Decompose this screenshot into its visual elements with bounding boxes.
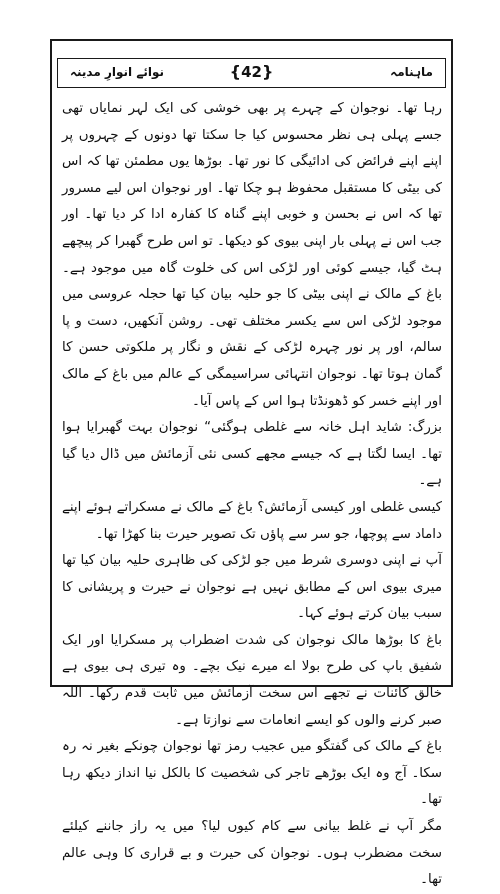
magazine-name: نوائے انوارِ مدینہ bbox=[70, 65, 164, 79]
paragraph: مگر آپ نے غلط بیانی سے کام کیوں لیا؟ میں یہ راز جاننے کیلئے سخت مضطرب ہوں۔ نوجوان کی حیرت و بے قراری کا وہی عالم تھا۔ bbox=[62, 819, 442, 888]
page-number-value: 42 bbox=[241, 63, 262, 81]
page-number bbox=[230, 62, 274, 81]
paragraph: کیسی غلطی اور کیسی آزمائش؟ باغ کے مالک نے مسکراتے ہوئے اپنے داماد سے پوچھا، جو سر سے پاؤں تک تصویر حیرت بنا کھڑا تھا۔ bbox=[62, 499, 442, 542]
page-number-close-bracket: } bbox=[261, 62, 274, 81]
paragraph: باغ کا بوڑھا مالک نوجوان کی شدت اضطراب پر مسکرایا اور ایک شفیق باپ کی طرح بولا اے میرے نیک بچے۔ وہ تیری ہی بیوی ہے خالق کائنات نے تجھے اس سخت آزمائش میں ثابت قدم رکھا۔ اللہ صبر کرنے والوں کو ایسے انعامات سے نوازتا ہے۔ bbox=[62, 632, 442, 728]
page-header bbox=[57, 58, 446, 88]
paragraph: رہا تھا۔ نوجوان کے چہرے پر بھی خوشی کی ایک لہر نمایاں تھی جسے پہلی ہی نظر محسوس کیا جا سکتا تھا دونوں کے چہروں پر اپنے اپنے فرائض کی ادائیگی کا نور تھا۔ بوڑھا یوں مطمئن تھا کہ اس کی بیٹی کا مستقبل محفوظ ہو چکا تھا۔ اور نوجوان اس لیے مسرور تھا کہ اس نے بحسن و خوبی اپنے گناہ کا کفارہ ادا کر دیا تھا۔ اور جب اس نے پہلی بار اپنی بیوی کو دیکھا۔ تو اس طرح گھبرا کر پیچھے ہٹ گیا، جیسے کوئی اور لڑکی اس کی خلوت گاہ میں موجود ہے۔ باغ کے مالک نے اپنی بیٹی کا جو حلیہ بیان کیا تھا حجلہ عروسی میں موجود لڑکی اس سے یکسر مختلف تھی۔ روشن آنکھیں، دست و پا سالم، اور پر نور چہرہ لڑکی کے نقش و نگار پر ملکوتی حسن کا گمان ہوتا تھا۔ نوجوان انتہائی سراسیمگی کے عالم میں باغ کے مالک اور اپنے خسر کو ڈھونڈتا ہوا اس کے پاس آیا۔ bbox=[62, 101, 442, 409]
issue-label: ماہنامہ bbox=[390, 65, 433, 79]
paragraph: باغ کے مالک کی گفتگو میں عجیب رمز تھا نوجوان چونکے بغیر نہ رہ سکا۔ آج وہ ایک بوڑھے تاجر کی شخصیت کا بالکل نیا انداز دیکھ رہا تھا۔ bbox=[62, 739, 442, 808]
paragraph: بزرگ: شاید اہل خانہ سے غلطی ہوگئی“ نوجوان بہت گھبرایا ہوا تھا۔ ایسا لگتا ہے کہ جیسے مجھے کسی نئی آزمائش میں ڈال دیا گیا ہے۔ bbox=[62, 420, 442, 489]
paragraph: آپ نے اپنی دوسری شرط میں جو لڑکی کی ظاہری حلیہ بیان کیا تھا میری بیوی اس کے مطابق نہیں ہے نوجوان نے حیرت و پریشانی کا سبب بیان کرتے ہوئے کہا۔ bbox=[62, 553, 442, 622]
article-body bbox=[62, 96, 442, 888]
page-number-open-bracket: { bbox=[229, 62, 242, 81]
